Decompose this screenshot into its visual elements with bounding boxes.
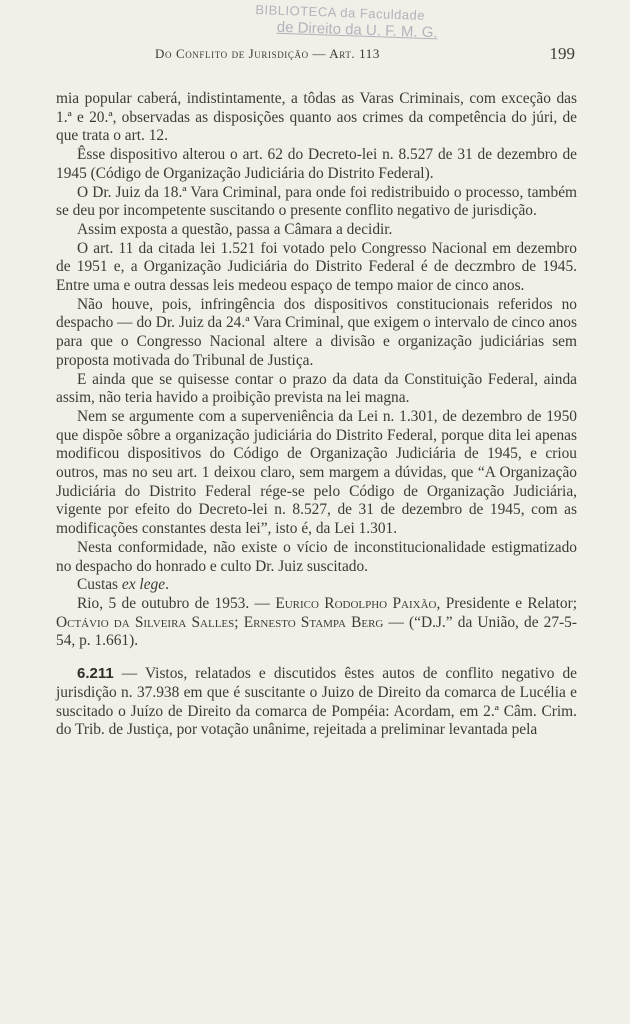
page-number: 199 xyxy=(549,44,575,63)
costs-paragraph xyxy=(56,576,577,595)
paragraph: Êsse dispositivo alterou o art. 62 do Decreto-lei n. 8.527 de 31 de dezembro de 1945 (Código de Organização Judiciária do Distrito Federal). xyxy=(56,146,577,182)
case-text: — Vistos, relatados e discutidos êstes autos de conflito negativo de jurisdição n. 37.938 em que é suscitante o Juizo de Direito da comarca de Lucélia e suscitado o Juízo de Direito da comarca de Pompéia: Acordam, em 2.ª Câm. Crim. do Trib. de Justiça, por votação unânime, rejeitada a preliminar levantada pela xyxy=(56,665,577,739)
paragraph: E ainda que se quisesse contar o prazo da data da Constituição Federal, ainda assim, não teria havido a proibição prevista na lei magna. xyxy=(56,370,577,407)
signatory-1: Eurico Rodolpho Paixão xyxy=(275,594,437,612)
paragraph: Nem se argumente com a superveniência da Lei n. 1.301, de dezembro de 1950 que dispõe sôbre a organização judiciária do Distrito Federal, porque dita lei apenas modificou dispositivos do Código de Organização Judiciária de 1945, e criou outros, mas no seu art. 1 deixou claro, sem margem a dúvidas, que “A Organização Judiciária do Distrito Federal rége-se pelo Código de Organização Judiciária, vigente por efeito do Decreto-lei n. 8.527, de 31 de dezembro de 1945, com as modificações constantes desta lei”, isto é, da Lei 1.301. xyxy=(56,407,577,538)
signatory-separator: ; xyxy=(234,613,244,631)
paragraph: mia popular caberá, indistintamente, a tôdas as Varas Criminais, com exceção das 1.ª e 20.ª, observadas as disposições quanto aos crimes da competência do júri, de que trata o art. 12. xyxy=(56,90,577,145)
paragraph: O art. 11 da citada lei 1.521 foi votado pelo Congresso Nacional em dezembro de 1951 e, a Organização Judiciária do Distrito Federal é de deczmbro de 1945. Entre uma e outra dessas leis medeou espaço de tempo maior de cinco anos. xyxy=(56,239,577,295)
citation: — (“D.J.” da União, de 27-5-54, p. 1.661). xyxy=(56,613,577,650)
costs-suffix: . xyxy=(165,576,169,594)
signature-paragraph xyxy=(56,595,577,651)
case-number: 6.211 xyxy=(77,665,114,683)
signatory-3: Ernesto Stampa Berg xyxy=(243,613,384,631)
next-case-paragraph xyxy=(56,665,577,740)
costs-prefix: Custas xyxy=(77,576,122,594)
costs-latin: ex lege xyxy=(121,576,166,594)
stamp-line-2: de Direito da U. F. M. G. xyxy=(276,18,438,42)
stamp-line-1: BIBLIOTECA da Faculdade xyxy=(255,1,426,23)
paragraph: Nesta conformidade, não existe o vício de inconstitucionalidade estigmatizado no despacho do honrado e culto Dr. Juiz suscitado. xyxy=(56,538,577,575)
paragraph: Não houve, pois, infringência dos dispositivos constitucionais referidos no despacho — do Dr. Juiz da 24.ª Vara Criminal, que exigem o intervalo de cinco anos para que o Congresso Nacional altere a divisão e organização judiciárias sem proposta motivada do Tribunal de Justiça. xyxy=(56,295,577,369)
signatory-1-role: , Presidente e Relator; xyxy=(436,594,577,612)
paragraph: Assim exposta a questão, passa a Câmara a decidir. xyxy=(77,220,393,238)
signature-date: Rio, 5 de outubro de 1953. — xyxy=(77,594,276,612)
body-text xyxy=(56,90,577,740)
library-stamp xyxy=(254,2,485,43)
running-head: Do Conflito de Jurisdição — Art. 113 xyxy=(155,46,380,61)
paragraph: O Dr. Juiz da 18.ª Vara Criminal, para onde foi redistribuido o processo, também se deu por incompetente suscitando o presente conflito negativo de jurisdição. xyxy=(56,183,577,220)
signatory-2: Octávio da Silveira Salles xyxy=(56,613,235,631)
